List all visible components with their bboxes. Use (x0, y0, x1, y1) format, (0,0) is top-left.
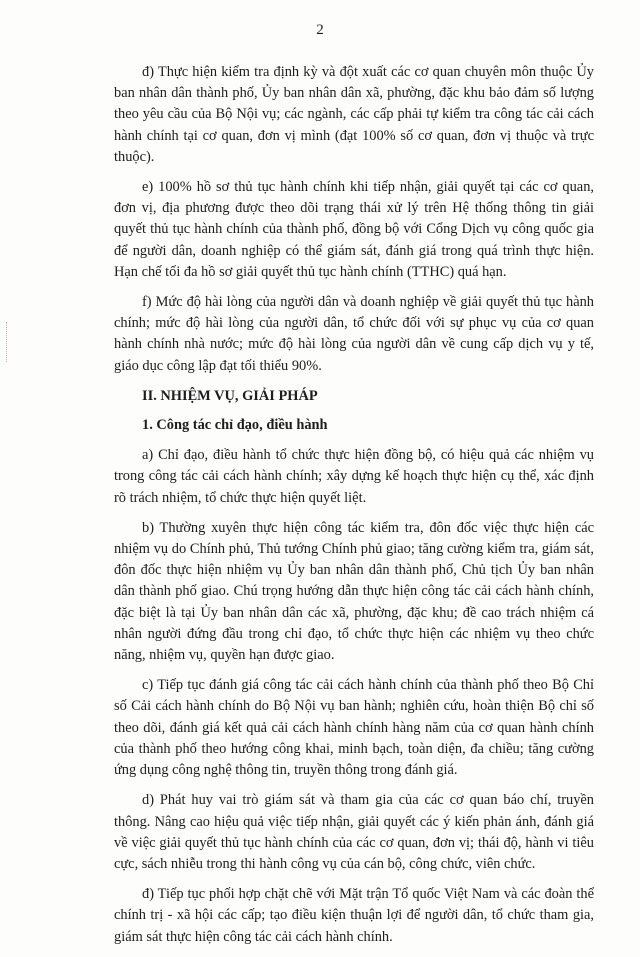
paragraph-b-supervision: b) Thường xuyên thực hiện công tác kiểm tra, đôn đốc việc thực hiện các nhiệm vụ do Chính phủ, Thủ tướng Chính phủ giao; tăng cường kiểm tra, giám sát, đôn đốc thực hiện nhiệm vụ Ủy ban nhân dân thành phố, Chủ tịch Ủy ban nhân dân thành phố giao. Chú trọng hướng dẫn thực hiện công tác cải cách hành chính, đặc biệt là tại Ủy ban nhân dân các xã, phường, đặc khu; đề cao trách nhiệm cá nhân người đứng đầu trong chỉ đạo, tổ chức thực hiện các nhiệm vụ theo chức năng, nhiệm vụ, quyền hạn được giao. (114, 519, 594, 664)
paragraph-e-procedure-tracking: e) 100% hồ sơ thủ tục hành chính khi tiếp nhận, giải quyết tại các cơ quan, đơn vị, địa phương được theo dõi trạng thái xử lý trên Hệ thống thông tin giải quyết thủ tục hành chính của thành phố, đồng bộ với Cổng Dịch vụ công quốc gia để người dân, doanh nghiệp có thể giám sát, đánh giá trong quá trình thực hiện. Hạn chế tối đa hồ sơ giải quyết thủ tục hành chính (TTHC) quá hạn. (114, 179, 594, 280)
section-heading: II. NHIỆM VỤ, GIẢI PHÁP (142, 387, 318, 404)
sub-heading: 1. Công tác chỉ đạo, điều hành (142, 417, 328, 434)
paragraph-d-inspection: đ) Thực hiện kiểm tra định kỳ và đột xuất các cơ quan chuyên môn thuộc Ủy ban nhân dân thành phố, Ủy ban nhân dân xã, phường, đặc khu bảo đảm số lượng theo yêu cầu của Bộ Nội vụ; các ngành, các cấp phải tự kiểm tra công tác cải cách hành chính tại cơ quan, đơn vị mình (đạt 100% số cơ quan, đơn vị thuộc và trực thuộc). (114, 64, 594, 165)
paragraph-c-evaluation: c) Tiếp tục đánh giá công tác cải cách hành chính của thành phố theo Bộ Chỉ số Cải cách hành chính do Bộ Nội vụ ban hành; nghiên cứu, hoàn thiện Bộ chỉ số theo dõi, đánh giá kết quả cải cách hành chính hàng năm của cơ quan hành chính của thành phố theo hướng công khai, minh bạch, toàn diện, đa chiều; tăng cường ứng dụng công nghệ thông tin, truyền thông trong đánh giá. (114, 677, 594, 779)
paragraph-f-satisfaction: f) Mức độ hài lòng của người dân và doanh nghiệp về giải quyết thủ tục hành chính; mức độ hài lòng của người dân, tổ chức đối với sự phục vụ của cơ quan hành chính nhà nước; mức độ hài lòng của người dân về cung cấp dịch vụ y tế, giáo dục công lập đạt tối thiểu 90%. (114, 294, 594, 374)
paragraph-a-direction: a) Chỉ đạo, điều hành tổ chức thực hiện đồng bộ, có hiệu quả các nhiệm vụ trong công tác cải cách hành chính; xây dựng kế hoạch thực hiện cụ thể, xác định rõ trách nhiệm, tổ chức thực hiện quyết liệt. (114, 447, 594, 506)
paragraph-d-press-role: d) Phát huy vai trò giám sát và tham gia của các cơ quan báo chí, truyền thông. Nâng cao hiệu quả việc tiếp nhận, giải quyết các ý kiến phản ánh, đánh giá về việc giải quyết thủ tục hành chính của các cơ quan, đơn vị; thái độ, hành vi tiêu cực, sách nhiễu trong thi hành công vụ của cán bộ, công chức, viên chức. (114, 792, 594, 872)
page-number: 2 (316, 22, 324, 38)
margin-stamp-mark (6, 322, 13, 362)
paragraph-dd-coordination: đ) Tiếp tục phối hợp chặt chẽ với Mặt trận Tổ quốc Việt Nam và các đoàn thể chính trị - xã hội các cấp; tạo điều kiện thuận lợi để người dân, tổ chức tham gia, giám sát thực hiện công tác cải cách hành chính. (114, 886, 594, 945)
document-body (114, 62, 594, 957)
